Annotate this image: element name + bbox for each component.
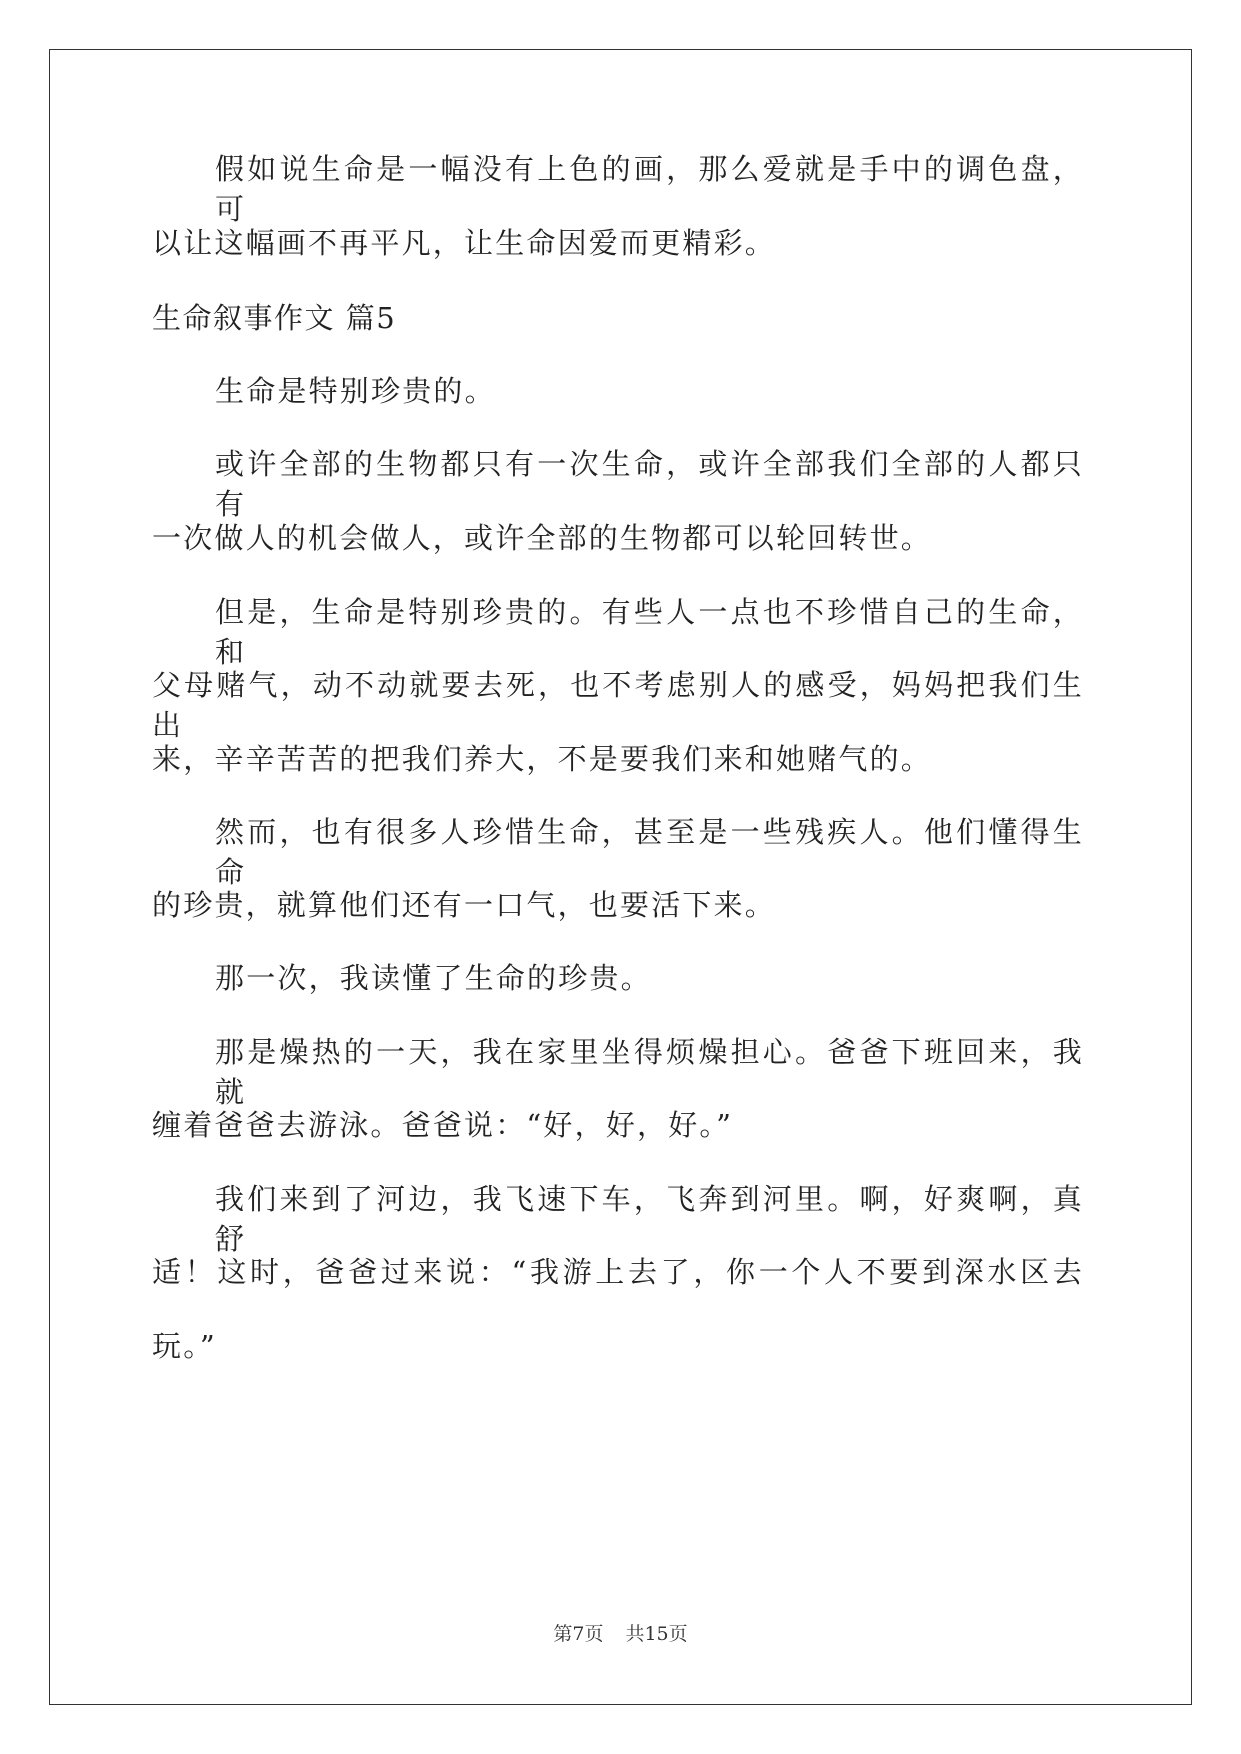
paragraph-line: 生命是特别珍贵的。 bbox=[215, 374, 496, 408]
paragraph-line: 玩。” bbox=[152, 1329, 217, 1363]
page-number: 第7页 bbox=[553, 1623, 604, 1645]
paragraph-line: 然而，也有很多人珍惜生命，甚至是一些残疾人。他们懂得生命 bbox=[215, 815, 1084, 889]
paragraph-line: 缠着爸爸去游泳。爸爸说：“好，好，好。” bbox=[152, 1108, 734, 1142]
paragraph-line: 那是燥热的一天，我在家里坐得烦燥担心。爸爸下班回来，我就 bbox=[215, 1035, 1084, 1109]
paragraph-line: 但是，生命是特别珍贵的。有些人一点也不珍惜自己的生命，和 bbox=[215, 595, 1084, 669]
paragraph-line: 或许全部的生物都只有一次生命，或许全部我们全部的人都只有 bbox=[215, 447, 1084, 521]
page-footer bbox=[0, 1622, 1241, 1646]
page-total: 共15页 bbox=[625, 1623, 688, 1645]
paragraph-line: 我们来到了河边，我飞速下车，飞奔到河里。啊，好爽啊，真舒 bbox=[215, 1182, 1084, 1256]
paragraph-line: 适！这时，爸爸过来说：“我游上去了，你一个人不要到深水区去 bbox=[152, 1255, 1084, 1289]
paragraph-line: 假如说生命是一幅没有上色的画，那么爱就是手中的调色盘，可 bbox=[215, 152, 1084, 226]
paragraph-line: 以让这幅画不再平凡，让生命因爱而更精彩。 bbox=[152, 226, 777, 260]
paragraph-line: 的珍贵，就算他们还有一口气，也要活下来。 bbox=[152, 888, 777, 922]
paragraph-line: 父母赌气，动不动就要去死，也不考虑别人的感受，妈妈把我们生出 bbox=[152, 668, 1084, 742]
paragraph-line: 那一次，我读懂了生命的珍贵。 bbox=[215, 961, 652, 995]
paragraph-line: 一次做人的机会做人，或许全部的生物都可以轮回转世。 bbox=[152, 521, 933, 555]
section-heading: 生命叙事作文 篇5 bbox=[152, 301, 397, 335]
paragraph-line: 来，辛辛苦苦的把我们养大，不是要我们来和她赌气的。 bbox=[152, 742, 933, 776]
